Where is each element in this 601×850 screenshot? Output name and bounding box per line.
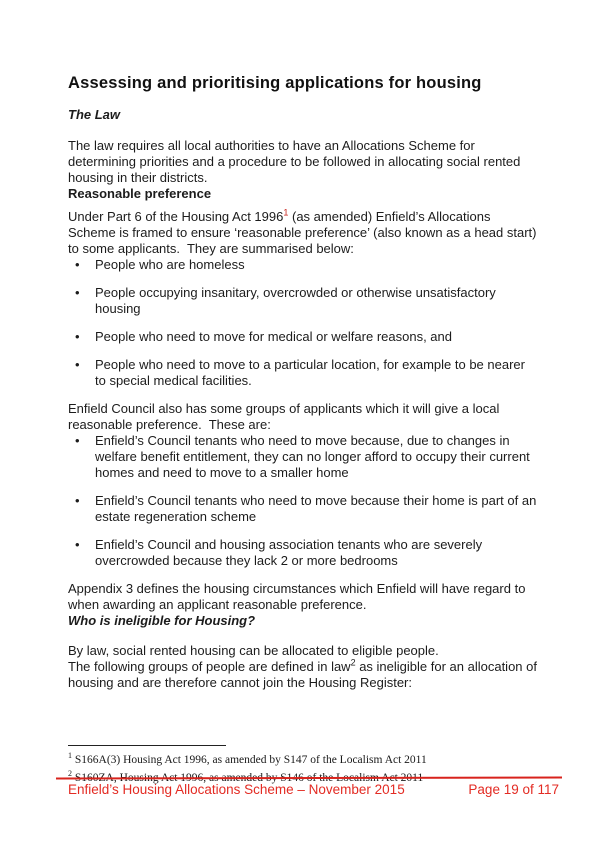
paragraph-ineligible-groups xyxy=(68,659,539,691)
list-item-text: People who need to move for medical or welfare reasons, and xyxy=(95,329,452,344)
list-item xyxy=(68,537,539,569)
list-item xyxy=(68,493,539,525)
statutory-preference-list xyxy=(68,257,539,389)
footnote-reference-1: 1 xyxy=(283,207,289,218)
footnote-separator-line xyxy=(68,745,226,746)
list-item-text: People who are homeless xyxy=(95,257,245,272)
bullet-icon xyxy=(68,357,95,373)
section-heading-ineligible: Who is ineligible for Housing? xyxy=(68,613,256,628)
red-annotation-line xyxy=(56,777,562,780)
list-item xyxy=(68,257,539,273)
footnote-2-text: S160ZA, Housing Act 1996, as amended by S146 of the Localism Act 2011 xyxy=(72,771,424,784)
list-item-text: Enfield’s Council and housing association tenants who are severely overcrowded because they lack 2 or more bedrooms xyxy=(95,537,486,568)
intro-text-part2: (as amended) Enfield’s Allocations Scheme is framed to ensure ‘reasonable preference’ (also known as a head start) to some applicants. They are summarised below: xyxy=(68,209,541,256)
list-item xyxy=(68,433,539,481)
bullet-icon xyxy=(68,433,95,449)
page-title: Assessing and prioritising applications for housing xyxy=(68,74,482,92)
bullet-icon xyxy=(68,285,95,301)
footnote-2-marker: 2 xyxy=(68,768,72,778)
document-page xyxy=(68,73,539,691)
section-heading-the-law: The Law xyxy=(68,107,121,122)
ineligible-text-part1: The following groups of people are defined in law xyxy=(68,659,351,674)
bullet-icon xyxy=(68,329,95,345)
bullet-icon xyxy=(68,257,95,273)
list-item-text: Enfield’s Council tenants who need to move because their home is part of an estate regeneration scheme xyxy=(95,493,540,524)
list-item xyxy=(68,357,539,389)
paragraph-appendix-note: Appendix 3 defines the housing circumstances which Enfield will have regard to when awarding an applicant reasonable preference. xyxy=(68,581,530,612)
paragraph-reasonable-preference-intro xyxy=(68,209,539,257)
paragraph-eligibility: By law, social rented housing can be allocated to eligible people. xyxy=(68,643,439,658)
footnote-2 xyxy=(68,767,551,785)
paragraph-law: The law requires all local authorities to have an Allocations Scheme for determining priorities and a procedure to be followed in allocating social rented housing in their districts. xyxy=(68,138,525,185)
footnote-1-text: S166A(3) Housing Act 1996, as amended by S147 of the Localism Act 2011 xyxy=(72,753,427,766)
intro-text-part1: Under Part 6 of the Housing Act 1996 xyxy=(68,209,284,224)
list-item-text: Enfield’s Council tenants who need to move because, due to changes in welfare benefit entitlement, they can no longer afford to occupy their current homes and need to move to a smaller home xyxy=(95,433,534,480)
footer-document-title: Enfield’s Housing Allocations Scheme – November 2015 xyxy=(68,782,405,797)
footnote-reference-2: 2 xyxy=(350,657,356,668)
ineligible-text-part2: as ineligible for an allocation of housing and are therefore cannot join the Housing Register: xyxy=(68,659,541,690)
page-footer xyxy=(68,782,559,798)
paragraph-local-preference-intro: Enfield Council also has some groups of applicants which it will give a local reasonable preference. These are: xyxy=(68,401,504,432)
footnotes xyxy=(68,749,551,785)
footer-page-number: Page 19 of 117 xyxy=(468,782,559,797)
list-item-text: People occupying insanitary, overcrowded or otherwise unsatisfactory housing xyxy=(95,285,500,316)
list-item-text: People who need to move to a particular location, for example to be nearer to special medical facilities. xyxy=(95,357,529,388)
local-preference-list xyxy=(68,433,539,569)
list-item xyxy=(68,329,539,345)
section-heading-reasonable-preference: Reasonable preference xyxy=(68,186,212,201)
footnote-1-marker: 1 xyxy=(68,751,72,760)
list-item xyxy=(68,285,539,317)
bullet-icon xyxy=(68,493,95,509)
footnote-1 xyxy=(68,749,551,767)
bullet-icon xyxy=(68,537,95,553)
